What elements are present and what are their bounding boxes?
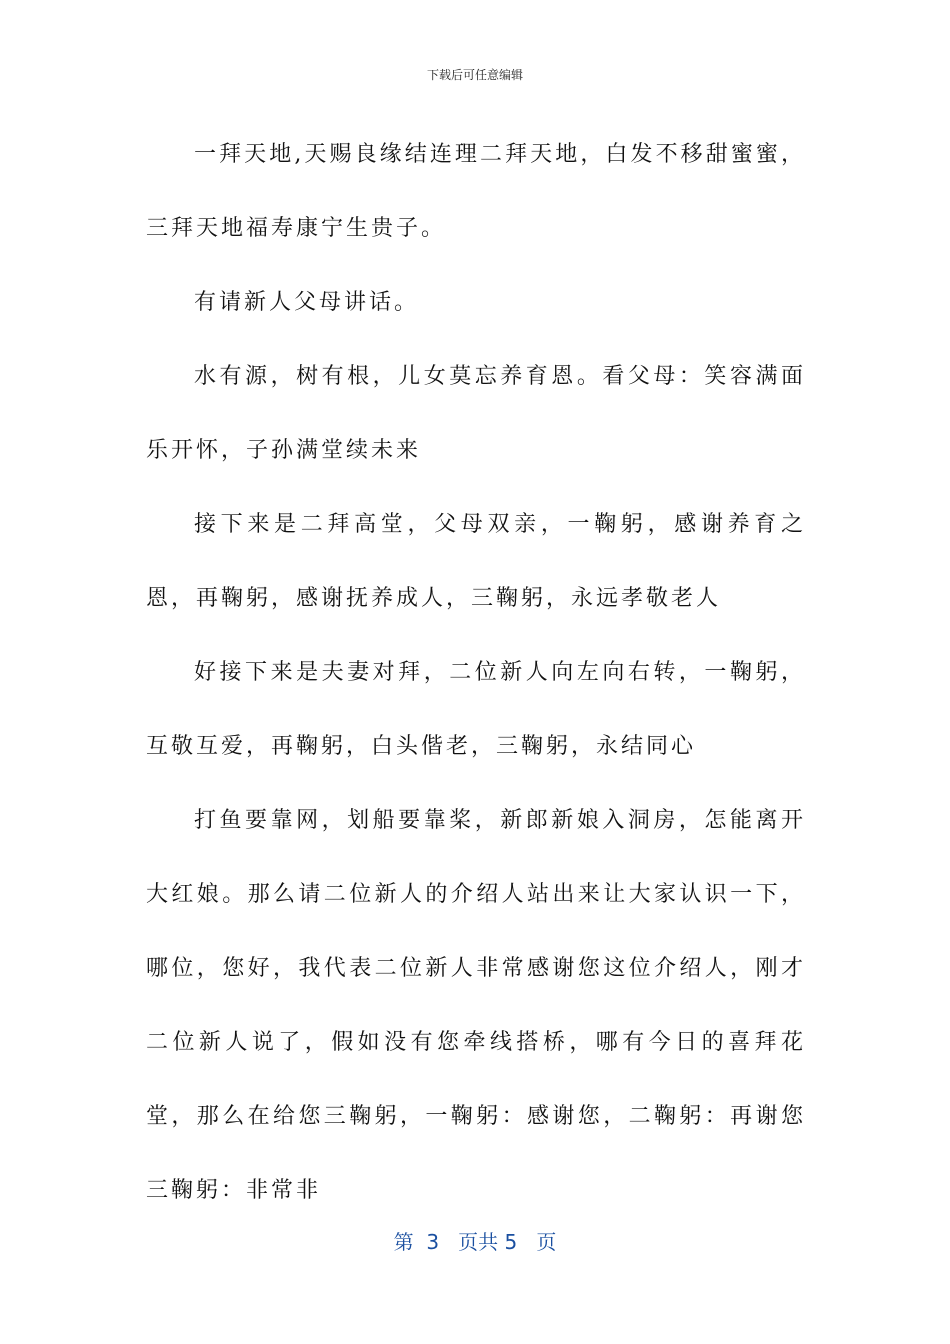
page-header-note: 下载后可任意编辑 — [426, 68, 523, 82]
footer-current-page: 3 — [426, 1230, 440, 1254]
document-body — [146, 118, 806, 1228]
page-number-footer — [0, 1226, 950, 1255]
paragraph-bow-to-parents: 接下来是二拜高堂，父母双亲，一鞠躬，感谢养育之恩，再鞠躬，感谢抚养成人，三鞠躬，永远孝敬老人 — [146, 512, 806, 611]
paragraph-parents-speech: 有请新人父母讲话。 — [194, 290, 420, 315]
footer-prefix: 第 — [393, 1230, 414, 1254]
paragraph-water-source: 水有源，树有根，儿女莫忘养育恩。看父母：笑容满面乐开怀，子孙满堂续未来 — [146, 364, 806, 463]
footer-suffix: 页 — [536, 1230, 557, 1254]
paragraph-bows-heaven-earth: 一拜天地,天赐良缘结连理二拜天地，白发不移甜蜜蜜，三拜天地福寿康宁生贵子。 — [146, 142, 806, 241]
paragraph-couple-bow: 好接下来是夫妻对拜，二位新人向左向右转，一鞠躬，互敬互爱，再鞠躬，白头偕老，三鞠躬，永结同心 — [146, 660, 806, 759]
footer-middle: 页共 — [458, 1230, 499, 1254]
footer-total-pages: 5 — [504, 1230, 518, 1254]
paragraph-matchmaker: 打鱼要靠网，划船要靠桨，新郎新娘入洞房，怎能离开大红娘。那么请二位新人的介绍人站出来让大家认识一下，哪位，您好，我代表二位新人非常感谢您这位介绍人，刚才二位新人说了，假如没有您牵线搭桥，哪有今日的喜拜花堂，那么在给您三鞠躬，一鞠躬：感谢您，二鞠躬：再谢您三鞠躬：非常非 — [146, 808, 806, 1203]
